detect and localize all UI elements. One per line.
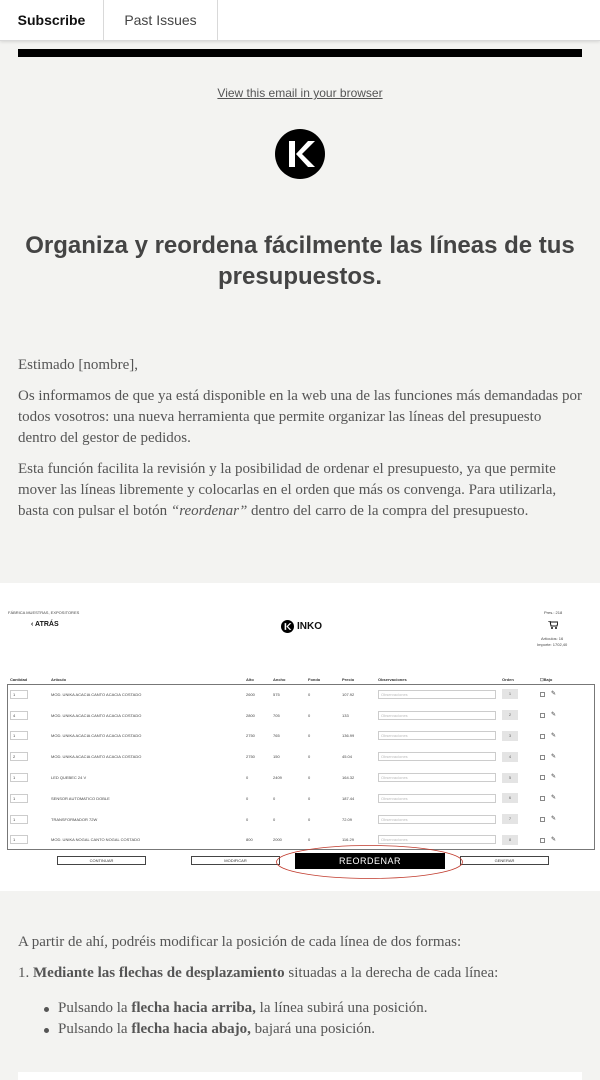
bajo-checkbox bbox=[540, 755, 545, 760]
edit-icon: ✎ bbox=[551, 711, 557, 718]
observaciones-input: Observaciones bbox=[378, 711, 496, 720]
orden-field: 8 bbox=[502, 835, 518, 845]
ancho-cell: 2000 bbox=[273, 837, 282, 843]
bajo-checkbox bbox=[540, 775, 545, 780]
alto-cell: 0 bbox=[246, 775, 249, 781]
precio-cell: 72.09 bbox=[342, 816, 353, 822]
orden-field: 2 bbox=[502, 710, 518, 720]
article-cell: LED QUEBEC 24 V bbox=[51, 775, 87, 781]
fondo-cell: 0 bbox=[308, 712, 311, 718]
precio-cell: 107.92 bbox=[342, 691, 355, 697]
alto-cell: 0 bbox=[246, 816, 249, 822]
col-precio: Precio bbox=[342, 676, 355, 682]
bajo-checkbox bbox=[540, 817, 545, 822]
list-item: Pulsando la flecha hacia arriba, la línea subirá una posición. bbox=[58, 998, 588, 1019]
col-orden: Orden bbox=[502, 676, 514, 682]
observaciones-input: Observaciones bbox=[378, 731, 496, 740]
modificar-button: MODIFICAR bbox=[191, 856, 280, 865]
ways-paragraph: A partir de ahí, podréis modificar la posición de cada línea de dos formas: bbox=[18, 934, 462, 950]
col-ancho: Ancho bbox=[273, 676, 286, 682]
observaciones-input: Observaciones bbox=[378, 835, 496, 844]
instructions-paragraph: Esta función facilita la revisión y la posibilidad de ordenar el presupuesto, ya que permite mover las líneas libremente y colocarlas en el orden que más os convenga. Para utilizarla, basta con pulsar el botón “reordenar” dentro del carro de la compra del presupuesto. bbox=[18, 461, 557, 519]
fondo-cell: 0 bbox=[308, 816, 311, 822]
greeting: Estimado [nombre], bbox=[18, 357, 138, 373]
observaciones-input: Observaciones bbox=[378, 773, 496, 782]
orden-field: 4 bbox=[502, 752, 518, 762]
qty-input: 1 bbox=[10, 835, 28, 844]
continuar-button: CONTINUAR bbox=[57, 856, 146, 865]
cart-icon bbox=[548, 621, 558, 629]
table-row bbox=[7, 767, 595, 788]
header-divider bbox=[18, 49, 582, 57]
qty-input: 1 bbox=[10, 690, 28, 699]
articles-count: Artículos: 16 bbox=[541, 636, 564, 641]
article-cell: MOD. UNIKA ACACIA CANTO ACACIA COSTADO bbox=[51, 691, 142, 697]
cart-screenshot bbox=[0, 583, 600, 891]
article-cell: MOD. UNIKA ACACIA CANTO ACACIA COSTADO bbox=[51, 754, 142, 760]
observaciones-input: Observaciones bbox=[378, 794, 496, 803]
article-cell: SENSOR AUTOMATICO DOBLE bbox=[51, 795, 110, 801]
budget-number: Pres.: 218 bbox=[544, 610, 563, 615]
alto-cell: 2750 bbox=[246, 733, 255, 739]
ancho-cell: 765 bbox=[273, 733, 280, 739]
edit-icon: ✎ bbox=[551, 836, 557, 843]
intro-paragraph: Os informamos de que ya está disponible en la web una de las funciones más demandadas por todos vosotros: una nueva herramienta que permite organizar las líneas del presupuesto dentro del gestor de pedidos. bbox=[18, 388, 583, 446]
article-cell: MOD. UNIKA ACACIA CANTO ACACIA COSTADO bbox=[51, 733, 142, 739]
bajo-checkbox bbox=[540, 692, 545, 697]
precio-cell: 116.29 bbox=[342, 837, 354, 843]
edit-icon: ✎ bbox=[551, 732, 557, 739]
ancho-cell: 0 bbox=[273, 795, 276, 801]
ancho-cell: 150 bbox=[273, 754, 280, 760]
method-one: 1. Mediante las flechas de desplazamiento situadas a la derecha de cada línea: bbox=[18, 965, 499, 981]
observaciones-input: Observaciones bbox=[378, 815, 496, 824]
alto-cell: 2800 bbox=[246, 712, 255, 718]
edit-icon: ✎ bbox=[551, 815, 557, 822]
qty-input: 1 bbox=[10, 731, 28, 740]
kinko-logo-icon bbox=[275, 129, 325, 179]
article-cell: TRANSFORMADOR 72W bbox=[51, 816, 98, 822]
back-link: ‹ ATRÁS bbox=[31, 621, 59, 628]
next-content-box bbox=[18, 1072, 582, 1080]
edit-icon: ✎ bbox=[551, 795, 557, 802]
bajo-checkbox bbox=[540, 734, 545, 739]
precio-cell: 136.99 bbox=[342, 733, 355, 739]
qty-input: 4 bbox=[10, 711, 28, 720]
qty-input: 1 bbox=[10, 794, 28, 803]
tab-past-issues[interactable]: Past Issues bbox=[104, 0, 218, 40]
ancho-cell: 0 bbox=[273, 816, 276, 822]
fondo-cell: 0 bbox=[308, 795, 311, 801]
col-cantidad: Cantidad bbox=[10, 676, 28, 682]
top-tab-bar bbox=[0, 0, 600, 41]
observaciones-input: Observaciones bbox=[378, 752, 496, 761]
amount-total: Importe: 1702,40 bbox=[537, 642, 568, 647]
alto-cell: 800 bbox=[246, 837, 253, 843]
reordenar-button: REORDENAR bbox=[295, 853, 445, 869]
qty-input: 1 bbox=[10, 773, 28, 782]
table-row bbox=[7, 726, 595, 747]
qty-input: 2 bbox=[10, 752, 28, 761]
table-row bbox=[7, 788, 595, 809]
table-row bbox=[7, 684, 595, 705]
ancho-cell: 575 bbox=[273, 691, 280, 697]
orden-field: 7 bbox=[502, 814, 518, 824]
highlight-ellipse bbox=[275, 844, 464, 880]
table-header-row bbox=[7, 674, 595, 684]
ancho-cell: 705 bbox=[273, 712, 280, 718]
alto-cell: 2600 bbox=[246, 691, 255, 697]
col-observaciones: Observaciones bbox=[378, 676, 407, 682]
qty-input: 1 bbox=[10, 815, 28, 824]
orden-field: 1 bbox=[502, 689, 518, 699]
col-bajo: ☐Bajo bbox=[540, 676, 553, 682]
orden-field: 5 bbox=[502, 773, 518, 783]
article-cell: MOD. UNIKA ACACIA CANTO ACACIA COSTADO bbox=[51, 712, 142, 718]
precio-cell: 45.04 bbox=[342, 754, 353, 760]
table-row bbox=[7, 746, 595, 767]
cart-table bbox=[7, 674, 595, 850]
orden-field: 6 bbox=[502, 793, 518, 803]
arrow-bullets bbox=[58, 998, 588, 1040]
edit-icon: ✎ bbox=[551, 691, 557, 698]
fondo-cell: 0 bbox=[308, 775, 311, 781]
tab-subscribe[interactable]: Subscribe bbox=[0, 0, 104, 40]
edit-icon: ✎ bbox=[551, 774, 557, 781]
article-cell: MOD. UNIKA NOGAL CANTO NOGAL COSTADO bbox=[51, 837, 141, 843]
generar-button: GENERAR bbox=[460, 856, 549, 865]
alto-cell: 0 bbox=[246, 795, 249, 801]
alto-cell: 2750 bbox=[246, 754, 255, 760]
kinko-small-logo-icon bbox=[281, 620, 294, 633]
precio-cell: 133 bbox=[342, 712, 349, 718]
precio-cell: 164.32 bbox=[342, 775, 355, 781]
list-item: Pulsando la flecha hacia abajo, bajará una posición. bbox=[58, 1019, 588, 1040]
store-label: FÁBRICA MUESTRAS, EXPOSITORES bbox=[8, 610, 80, 615]
brand-logo: INKO bbox=[281, 619, 322, 633]
table-row bbox=[7, 809, 595, 830]
fondo-cell: 0 bbox=[308, 691, 311, 697]
bajo-checkbox bbox=[540, 838, 545, 843]
orden-field: 3 bbox=[502, 731, 518, 741]
ancho-cell: 2409 bbox=[273, 775, 282, 781]
precio-cell: 187.44 bbox=[342, 795, 355, 801]
table-row bbox=[7, 705, 595, 726]
fondo-cell: 0 bbox=[308, 733, 311, 739]
edit-icon: ✎ bbox=[551, 753, 557, 760]
fondo-cell: 0 bbox=[308, 754, 311, 760]
col-fondo: Fondo bbox=[308, 676, 321, 682]
email-headline: Organiza y reordena fácilmente las líneas de tus presupuestos. bbox=[25, 232, 575, 290]
bajo-checkbox bbox=[540, 796, 545, 801]
bajo-checkbox bbox=[540, 713, 545, 718]
col-articulo: Artículo bbox=[51, 676, 67, 682]
view-in-browser-link[interactable]: View this email in your browser bbox=[217, 86, 383, 100]
fondo-cell: 0 bbox=[308, 837, 311, 843]
col-alto: Alto bbox=[246, 676, 254, 682]
observaciones-input: Observaciones bbox=[378, 690, 496, 699]
